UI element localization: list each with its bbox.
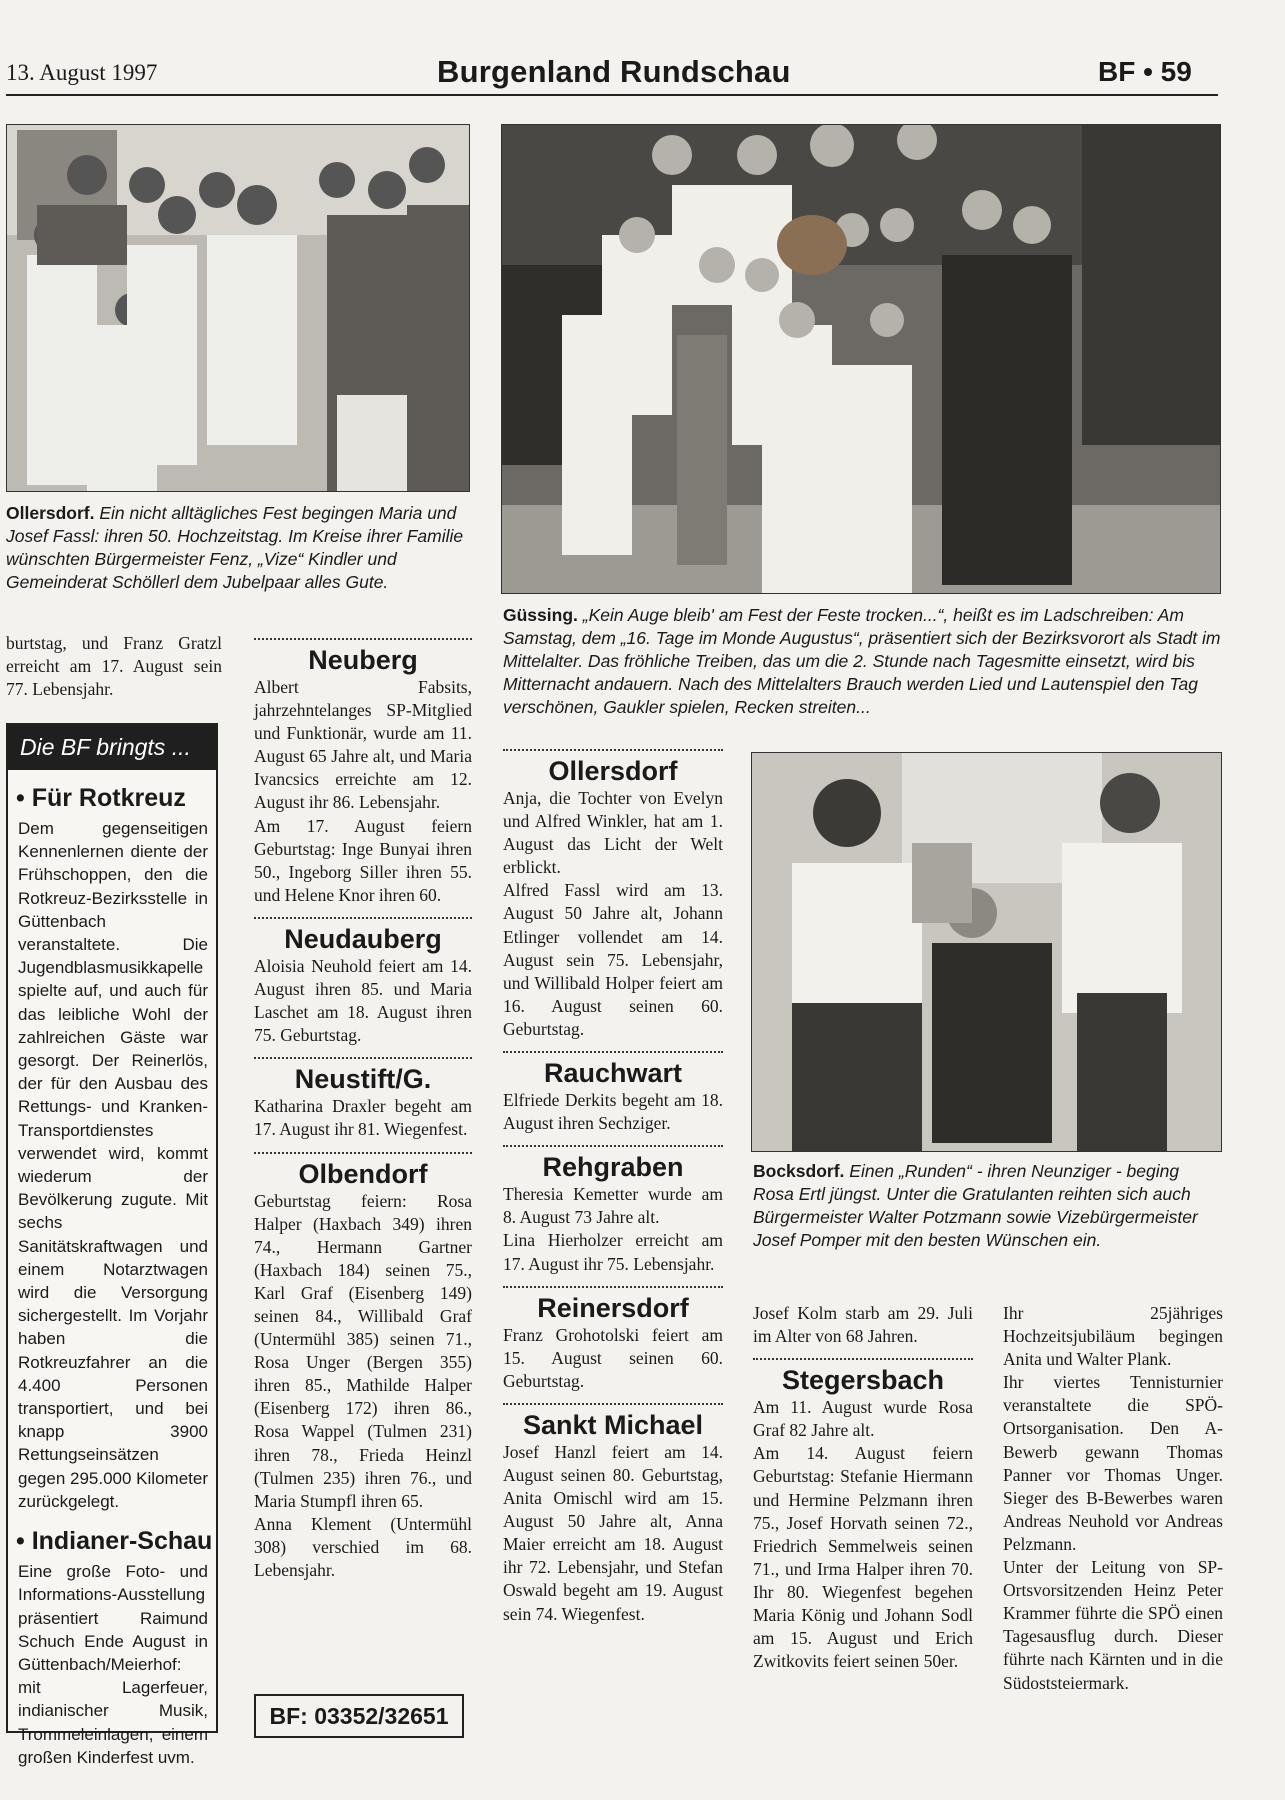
- paragraph: Josef Hanzl feiert am 14. August seinen 80. Geburtstag, Anita Omischl wird am 15. August 50 Jahre alt, Anna Maier erreicht am 18. August ihr 72. Lebensjahr, und Stefan Oswald begeht am 19. August sein 74. Wiegenfest.: [503, 1441, 723, 1624]
- col1-top-text: [6, 632, 222, 701]
- caption-place: Güssing.: [503, 605, 578, 625]
- sidebar-bf-bringts: [6, 723, 218, 1767]
- dotted-divider: [254, 1057, 472, 1059]
- heading-ollersdorf: Ollersdorf: [548, 756, 678, 786]
- paragraph: Geburtstag feiern: Rosa Halper (Haxbach 349) ihren 74., Hermann Gartner (Haxbach 184) seinen 75., Karl Graf (Eisenberg 149) seinen 84., Willibald Graf (Untermühl 385) seinen 71., Rosa Unger (Bergen 355) ihren 85., Mathilde Halper (Eisenberg 172) ihren 86., Rosa Wappel (Tulmen 231) ihren 78., Frieda Heinzl (Tulmen 235) ihren 76., und Maria Stumpfl ihren 65.: [254, 1190, 472, 1511]
- paragraph: Unter der Leitung von SP-Ortsvorsitzenden Heinz Peter Krammer führte die SPÖ einen Tagesausflug durch. Dieser führte nach Kärnten und in die Südoststeiermark.: [1003, 1557, 1223, 1693]
- paragraph: Am 14. August feiern Geburtstag: Stefanie Hiermann und Hermine Pelzmann ihren 75., Josef Horvath seinen 72., Friedrich Semmelweis seinen 71., und Irma Halper ihren 70. Ihr 80. Wiegenfest begehen Maria König und Johann Sodl am 15. August und Erich Zwitkovits feiert seinen 50er.: [753, 1443, 973, 1672]
- col5-local-news: [1003, 1302, 1223, 1695]
- dotted-divider: [503, 1403, 723, 1405]
- heading-olbendorf: Olbendorf: [298, 1158, 428, 1189]
- paragraph: Albert Fabsits, jahrzehntelanges SP-Mitglied und Funktionär, wurde am 11. August 65 Jahre alt, und Maria Ivancsics erreichte am 12. August ihr 86. Lebensjahr.: [254, 677, 472, 813]
- sidebar-title: Die BF bringts ...: [8, 725, 216, 770]
- dotted-divider: [503, 749, 723, 751]
- col2-local-news: [254, 628, 472, 1582]
- col3-local-news: [503, 739, 723, 1626]
- dotted-divider: [503, 1051, 723, 1053]
- caption-place: Bocksdorf.: [753, 1161, 845, 1181]
- heading-sankt-michael: Sankt Michael: [522, 1409, 704, 1440]
- dotted-divider: [254, 917, 472, 919]
- dotted-divider: [753, 1358, 973, 1360]
- paragraph: Ihr 25jähriges Hochzeitsjubiläum begingen Anita und Walter Plank.: [1003, 1303, 1223, 1370]
- caption-place: Ollersdorf.: [6, 503, 95, 523]
- paragraph: Katharina Draxler begeht am 17. August ihr 81. Wiegenfest.: [254, 1096, 472, 1140]
- issue-date: 13. August 1997: [6, 60, 158, 85]
- heading-reinersdorf: Reinersdorf: [537, 1292, 689, 1323]
- page-number: BF • 59: [1098, 56, 1192, 87]
- caption-ollersdorf: [6, 502, 466, 594]
- caption-bocksdorf: [753, 1160, 1223, 1252]
- dotted-divider: [503, 1286, 723, 1288]
- dotted-divider: [254, 638, 472, 640]
- paragraph: Franz Grohotolski feiert am 15. August seinen 60. Geburtstag.: [503, 1324, 723, 1391]
- photo-bocksdorf-birthday: [751, 752, 1222, 1152]
- paragraph: Anna Klement (Untermühl 308) verschied im 68. Lebensjahr.: [254, 1513, 472, 1580]
- caption-text: „Kein Auge bleib' am Fest der Feste trocken...“, heißt es im Ladschreiben: Am Samstag, dem „16. Tage im Monde Augustus“, präsentiert sich der Bezirksvorort als Stadt im Mittelalter. Das fröhliche Treiben, das um die 2. Stunde nach Tagesmitte einsetzt, wird bis Mitternacht andauern. Nach des Mittelalters Brauch werden Lied und Lautenspiel den Tag verschönen, Gaukler spielen, Recken streiten...: [503, 605, 1221, 717]
- sidebar-text-rotkreuz: Dem gegenseitigen Kennenlernen diente der Frühschoppen, den die Rotkreuz-Bezirksstelle in Güttenbach veranstaltete. Die Jugendblasmusikkapelle spielte auf, und auch für das leibliche Wohl der zahlreichen Gäste war gesorgt. Der Reinerlös, der für den Ausbau des Rettungs- und Kranken-Transportdienstes verwendet wird, kommt wiederum der Bevölkerung zugute. Mit sechs Sanitätskraftwagen und einem Notarztwagen wird die Versorgung sichergestellt. Im Vorjahr haben die Rotkreuzfahrer an die 4.400 Personen transportiert, und bei knapp 3900 Rettungseinsätzen gegen 295.000 Kilometer zurückgelegt.: [18, 819, 208, 1511]
- caption-guessing: [503, 604, 1223, 719]
- paragraph: Lina Hierholzer erreicht am 17. August ihr 75. Lebensjahr.: [503, 1230, 723, 1274]
- header-rule: [6, 94, 1218, 96]
- heading-neudauberg: Neudauberg: [284, 923, 442, 954]
- paragraph: Am 17. August feiern Geburtstag: Inge Bunyai ihren 50., Ingeborg Siller ihren 55. und Helene Knor ihren 60.: [254, 815, 472, 905]
- dotted-divider: [503, 1145, 723, 1147]
- paragraph: Theresia Kemetter wurde am 8. August 73 Jahre alt.: [503, 1184, 723, 1228]
- col1-paragraph: burtstag, und Franz Gratzl erreicht am 17. August sein 77. Lebensjahr.: [6, 633, 222, 700]
- paragraph: Anja, die Tochter von Evelyn und Alfred Winkler, hat am 1. August das Licht der Welt erblickt.: [503, 788, 723, 878]
- sidebar-heading-rotkreuz: • Für Rotkreuz: [16, 784, 186, 812]
- paragraph: Am 11. August wurde Rosa Graf 82 Jahre alt.: [753, 1397, 973, 1441]
- heading-rauchwart: Rauchwart: [543, 1058, 683, 1089]
- caption-text: Ein nicht alltägliches Fest begingen Maria und Josef Fassl: ihren 50. Hochzeitstag. Im Kreise ihrer Familie wünschten Bürgermeister Fenz, „Vize“ Kindler und Gemeinderat Schöllerl dem Jubelpaar alles Gute.: [6, 503, 464, 592]
- caption-text: Einen „Runden“ - ihren Neunziger - beging Rosa Ertl jüngst. Unter die Gratulanten reihten sich auch Bürgermeister Walter Potzmann sowie Vizebürgermeister Josef Pomper mit den besten Wünschen ein.: [753, 1161, 1198, 1250]
- newspaper-title: Burgenland Rundschau: [437, 54, 791, 89]
- paragraph: Josef Kolm starb am 29. Juli im Alter von 68 Jahren.: [753, 1303, 973, 1347]
- paragraph: Aloisia Neuhold feiert am 14. August ihren 85. und Maria Laschet am 18. August ihren 75. Geburtstag.: [254, 955, 472, 1046]
- paragraph: Alfred Fassl wird am 13. August 50 Jahre alt, Johann Etlinger vollendet am 14. August sein 75. Lebensjahr, und Willibald Holper feiert am 16. August seinen 60. Geburtstag.: [503, 880, 723, 1039]
- heading-neustift: Neustift/G.: [294, 1064, 432, 1095]
- col4-local-news: [753, 1302, 973, 1673]
- paragraph: Elfriede Derkits begeht am 18. August ihren Sechziger.: [503, 1090, 723, 1134]
- phone-box: BF: 03352/32651: [254, 1694, 464, 1738]
- photo-ollersdorf-family: [6, 124, 470, 492]
- heading-neuberg: Neuberg: [308, 645, 418, 675]
- paragraph: Ihr viertes Tennisturnier veranstaltete die SPÖ-Ortsorganisation. Den A-Bewerb gewann Thomas Panner vor Thomas Unger. Sieger des B-Bewerbes waren Andreas Neuhold vor Andreas Pelzmann.: [1003, 1372, 1223, 1554]
- dotted-divider: [254, 1152, 472, 1154]
- heading-stegersbach: Stegersbach: [781, 1365, 945, 1396]
- sidebar-text-indianer: Eine große Foto- und Informations-Ausstellung präsentiert Raimund Schuch Ende August in Güttenbach/Meierhof: mit Lagerfeuer, indianischer Musik, Trommeleinlagen, einem großen Kinderfest uvm.: [18, 1562, 208, 1767]
- heading-rehgraben: Rehgraben: [542, 1152, 684, 1183]
- sidebar-heading-indianer: • Indianer-Schau: [16, 1527, 213, 1556]
- photo-guessing-festival: [501, 124, 1221, 594]
